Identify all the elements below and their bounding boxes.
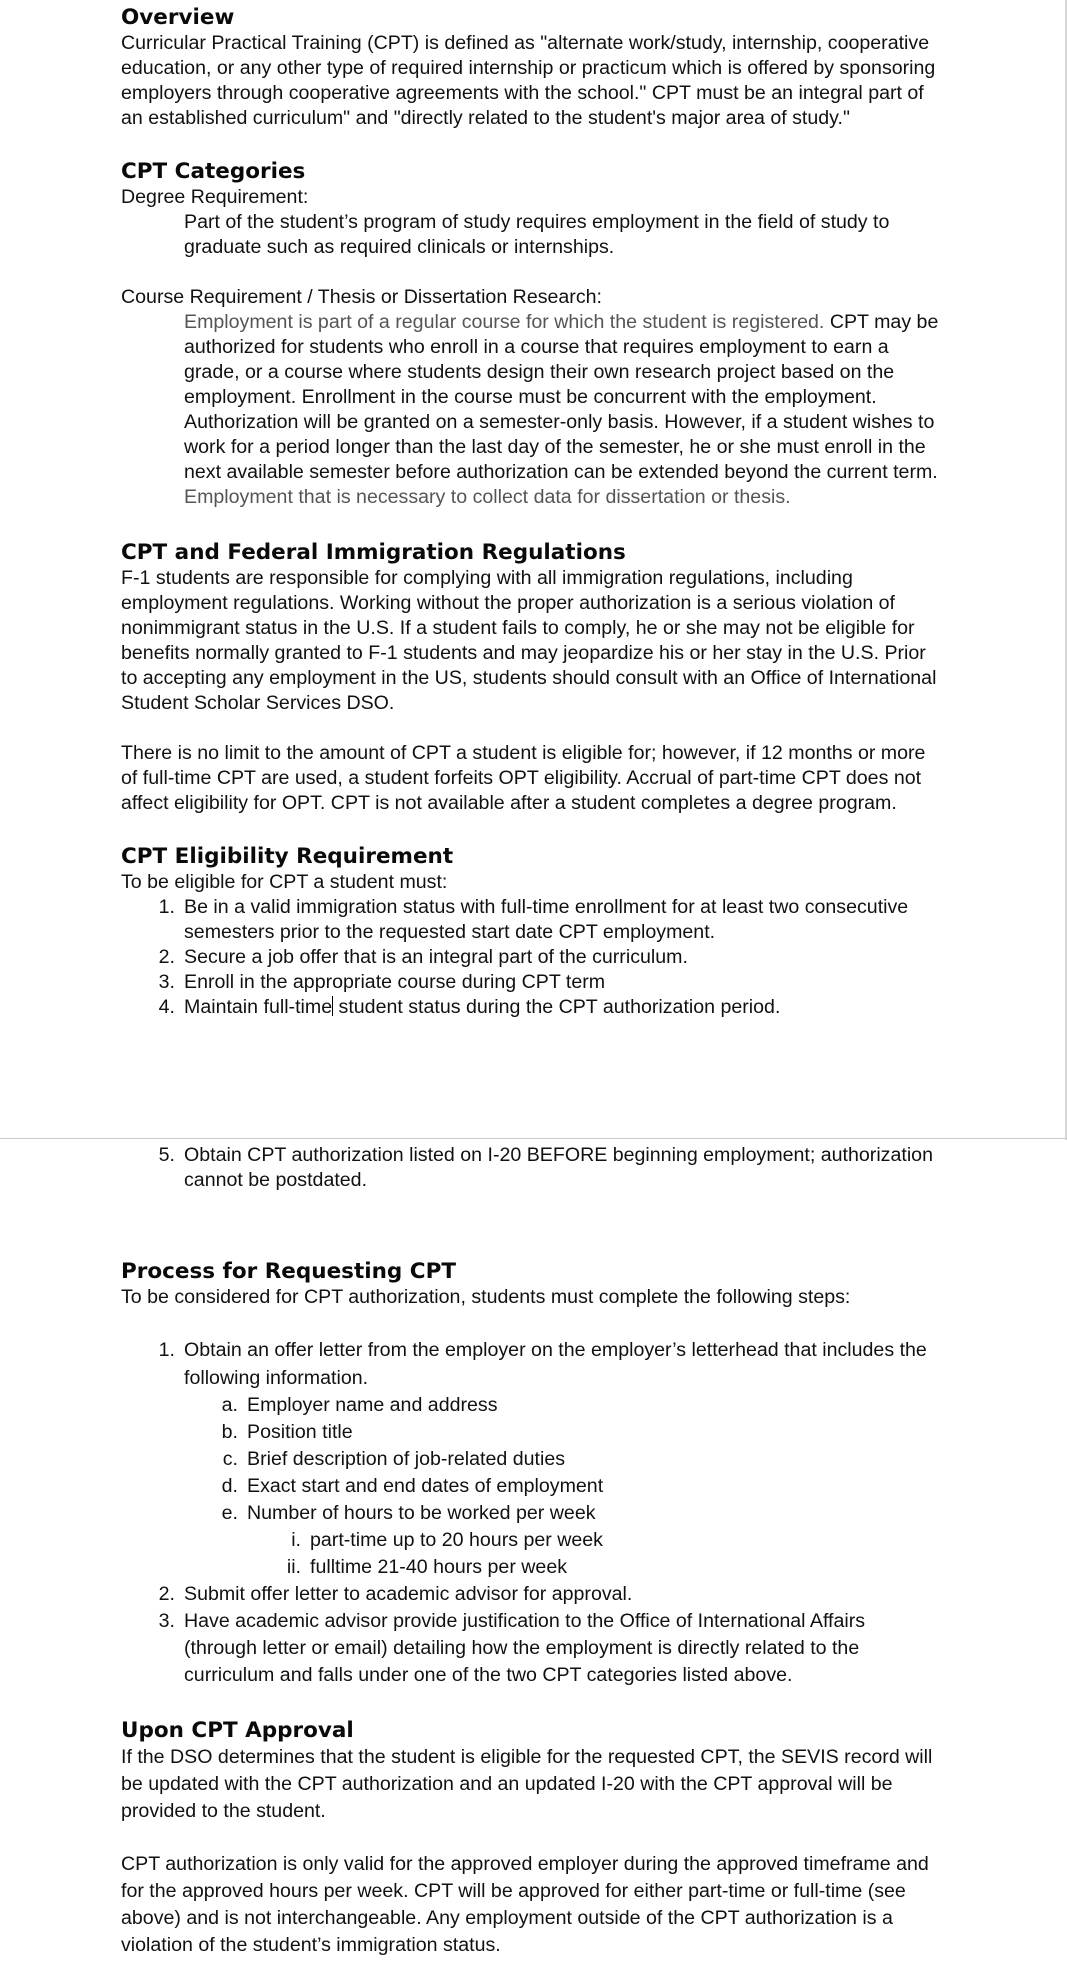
list-item [121, 1500, 941, 1527]
list-number: 4. [158, 996, 175, 1018]
course-requirement-text-gray: Employment is part of a regular course for which the student is registered. [184, 311, 825, 333]
list-number: 1. [158, 896, 175, 918]
approval-para-1: If the DSO determines that the student is eligible for the requested CPT, the SEVIS record will be updated with the CPT authorization and an updated I-20 with the CPT approval will be provided to the student. [121, 1746, 933, 1822]
list-number: 5. [158, 1144, 175, 1166]
spacer [121, 260, 941, 285]
process-heading: Process for Requesting CPT [121, 1259, 456, 1284]
list-item [121, 1392, 941, 1419]
process-intro: To be considered for CPT authorization, students must complete the following steps: [121, 1286, 851, 1308]
list-text-part-a: Maintain full-time [184, 996, 333, 1018]
list-item [121, 1143, 941, 1193]
list-text: Obtain CPT authorization listed on I-20 BEFORE beginning employment; authorization cannot be postdated. [184, 1144, 933, 1191]
list-text: part-time up to 20 hours per week [310, 1529, 603, 1551]
approval-heading: Upon CPT Approval [121, 1718, 354, 1743]
list-item [121, 1336, 941, 1392]
overview-heading: Overview [121, 5, 235, 30]
list-text: Employer name and address [247, 1394, 498, 1416]
spacer [121, 1310, 941, 1336]
list-item [121, 1473, 941, 1500]
list-text: Be in a valid immigration status with full-time enrollment for at least two consecutive semesters prior to the requested start date CPT employment. [184, 896, 909, 943]
list-number: 3. [158, 971, 175, 993]
list-item [121, 895, 941, 945]
list-item [121, 1608, 941, 1689]
document-page-1 [121, 0, 941, 1020]
spacer [121, 816, 941, 843]
spacer [121, 1689, 941, 1717]
list-letter: d. [221, 1475, 238, 1497]
approval-para-2: CPT authorization is only valid for the approved employer during the approved timeframe and for the approved hours per week. CPT will be approved for either part-time or full-time (see above) and is not interchangeable. Any employment outside of the CPT authorization is a violation of the student’s immigration status. [121, 1853, 929, 1956]
spacer [121, 1825, 941, 1851]
course-requirement-label: Course Requirement / Thesis or Dissertation Research: [121, 286, 602, 308]
page-break-divider [0, 1138, 1067, 1139]
list-letter: b. [221, 1421, 238, 1443]
thesis-text: Employment that is necessary to collect data for dissertation or thesis. [184, 486, 791, 508]
list-text: Secure a job offer that is an integral part of the curriculum. [184, 946, 688, 968]
list-number: 2. [158, 946, 175, 968]
list-text: Brief description of job-related duties [247, 1448, 566, 1470]
list-letter: e. [221, 1502, 238, 1524]
list-item [121, 1446, 941, 1473]
list-item [121, 1527, 941, 1554]
list-text: Exact start and end dates of employment [247, 1475, 604, 1497]
list-text: Have academic advisor provide justification to the Office of International Affairs (through letter or email) detailing how the employment is directly related to the curriculum and falls under one of the two CPT categories listed above. [184, 1610, 866, 1686]
list-letter: c. [222, 1448, 238, 1470]
course-requirement-text [121, 310, 941, 485]
list-item [121, 1581, 941, 1608]
list-number: 1. [158, 1339, 175, 1361]
spacer [121, 510, 941, 539]
degree-requirement-text: Part of the student’s program of study requires employment in the field of study to graduate such as required clinicals or internships. [184, 211, 890, 258]
list-text: Position title [247, 1421, 353, 1443]
federal-heading: CPT and Federal Immigration Regulations [121, 540, 626, 565]
list-roman: ii. [286, 1556, 301, 1578]
list-text-part-b: student status during the CPT authorization period. [333, 996, 781, 1018]
eligibility-list [121, 895, 941, 1020]
categories-heading: CPT Categories [121, 159, 306, 184]
list-roman: i. [291, 1529, 301, 1551]
course-requirement-text-main: CPT may be authorized for students who enroll in a course that requires employment to earn a grade, or a course where students design their own research project based on the employment. Enrollment in the course must be concurrent with the employment. Authorization will be granted on a semester-only basis. However, if a student wishes to work for a period longer than the last day of the semester, he or she must enroll in the next available semester before authorization can be extended beyond the current term. [184, 311, 939, 483]
degree-requirement-label: Degree Requirement: [121, 186, 309, 208]
list-letter: a. [221, 1394, 238, 1416]
list-text: Submit offer letter to academic advisor for approval. [184, 1583, 633, 1605]
eligibility-heading: CPT Eligibility Requirement [121, 844, 454, 869]
spacer [121, 131, 941, 158]
list-text: fulltime 21-40 hours per week [310, 1556, 568, 1578]
list-item [121, 945, 941, 970]
list-text[interactable] [184, 995, 941, 1020]
list-number: 3. [158, 1610, 175, 1632]
list-text: Obtain an offer letter from the employer on the employer’s letterhead that includes the following information. [184, 1339, 927, 1389]
overview-body: Curricular Practical Training (CPT) is defined as "alternate work/study, internship, cooperative education, or any other type of required internship or practicum which is offered by sponsoring employers through cooperative agreements with the school." CPT must be an integral part of an established curriculum" and "directly related to the student's major area of study." [121, 32, 936, 129]
federal-para-2: There is no limit to the amount of CPT a student is eligible for; however, if 12 months or more of full-time CPT are used, a student forfeits OPT eligibility. Accrual of part-time CPT does not affect eligibility for OPT. CPT is not available after a student completes a degree program. [121, 742, 926, 814]
process-steps [121, 1336, 941, 1689]
list-item [121, 970, 941, 995]
eligibility-intro: To be eligible for CPT a student must: [121, 871, 448, 893]
list-item [121, 1419, 941, 1446]
list-item [121, 995, 941, 1020]
spacer [121, 1193, 941, 1258]
federal-para-1: F-1 students are responsible for complying with all immigration regulations, including employment regulations. Working without the proper authorization is a serious violation of nonimmigrant status in the U.S. If a student fails to comply, he or she may not be eligible for benefits normally granted to F-1 students and may jeopardize his or her stay in the U.S. Prior to accepting any employment in the US, students should consult with an Office of International Student Scholar Services DSO. [121, 567, 937, 714]
list-text: Number of hours to be worked per week [247, 1502, 596, 1524]
document-page-2 [121, 1143, 941, 1959]
spacer [121, 716, 941, 741]
list-item [121, 1554, 941, 1581]
list-number: 2. [158, 1583, 175, 1605]
list-text: Enroll in the appropriate course during CPT term [184, 971, 606, 993]
eligibility-list-continued [121, 1143, 941, 1193]
